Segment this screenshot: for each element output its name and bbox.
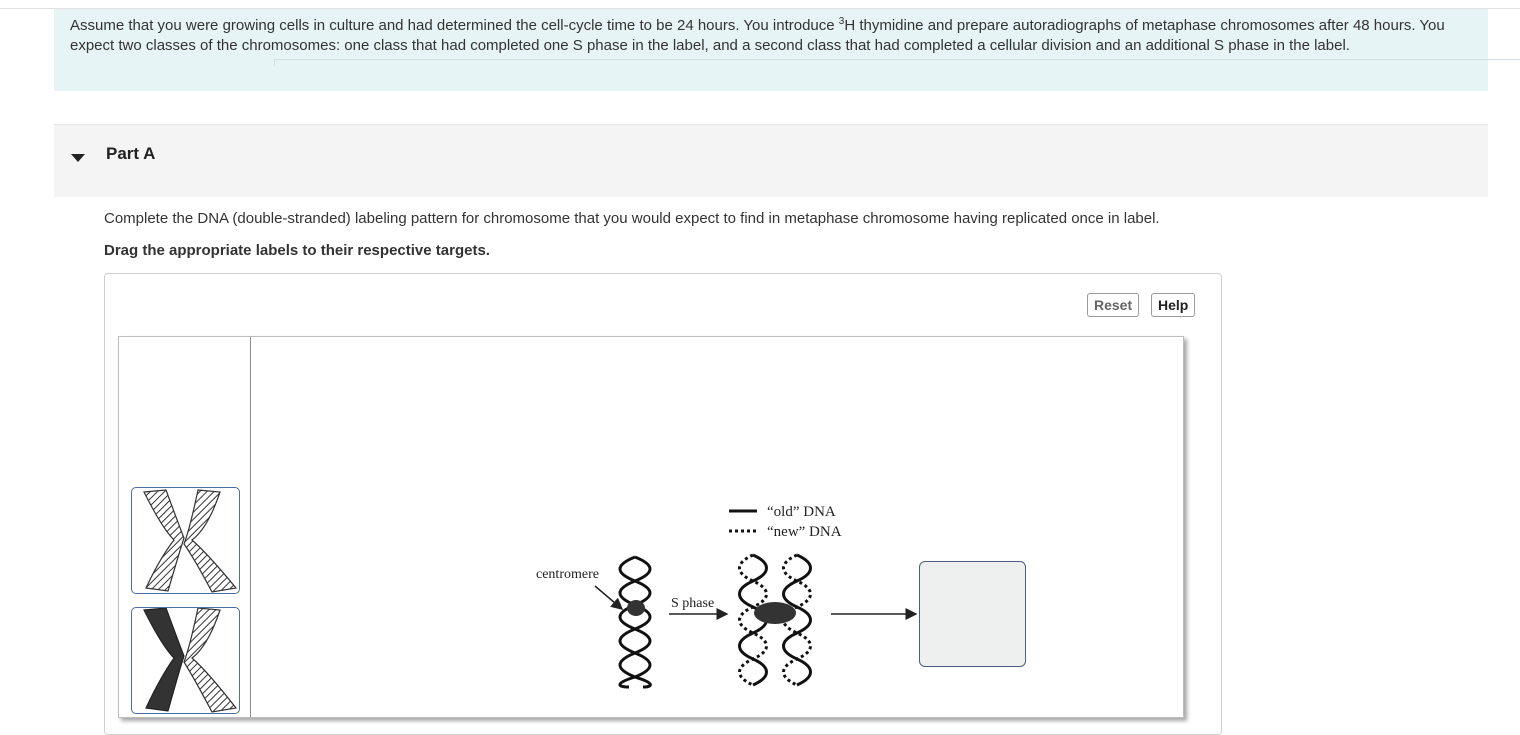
intro-text: Assume that you were growing cells in culture and had determined the cell-cycle time to be 24 hours. You introduce $^3$H thymidine and prepare autoradiographs of metaphase chromosomes after 48 hours. You expect two classes of the chromosomes: one class that had completed one S phase in the label, and a second class that had completed a cellular division and an additional S phase in the label. bbox=[70, 16, 1445, 54]
drop-target[interactable] bbox=[919, 561, 1026, 667]
chromosome-striped-icon bbox=[132, 488, 239, 593]
legend-new-label: “new” DNA bbox=[767, 524, 842, 540]
replicated-centromere bbox=[754, 602, 796, 624]
intro-underline bbox=[274, 59, 1520, 66]
diagram-canvas bbox=[118, 336, 1184, 718]
question-instruction: Drag the appropriate labels to their respective targets. bbox=[104, 242, 490, 259]
s-phase-label: S phase bbox=[671, 596, 715, 611]
part-a-header[interactable] bbox=[54, 124, 1488, 197]
unreplicated-chromosome bbox=[620, 557, 650, 687]
chromosome-option-mixed[interactable] bbox=[131, 607, 240, 714]
caret-down-icon[interactable] bbox=[70, 150, 86, 166]
centromere-arrow bbox=[595, 586, 622, 609]
reset-button[interactable]: Reset bbox=[1087, 293, 1139, 317]
intro-box bbox=[54, 9, 1488, 91]
centromere-label: centromere bbox=[536, 567, 599, 582]
legend bbox=[729, 504, 842, 540]
legend-old-label: “old” DNA bbox=[767, 504, 836, 520]
chromosome-mixed-icon bbox=[132, 608, 239, 713]
label-bank bbox=[119, 337, 251, 717]
part-title: Part A bbox=[106, 144, 156, 163]
help-button[interactable]: Help bbox=[1151, 293, 1195, 317]
replication-diagram bbox=[251, 337, 1183, 717]
chromosome-option-striped[interactable] bbox=[131, 487, 240, 594]
centromere bbox=[627, 600, 645, 616]
replicated-chromosome bbox=[740, 555, 811, 685]
question-prompt: Complete the DNA (double-stranded) labeling pattern for chromosome that you would expect to find in metaphase chromosome having replicated once in label. bbox=[104, 210, 1160, 227]
